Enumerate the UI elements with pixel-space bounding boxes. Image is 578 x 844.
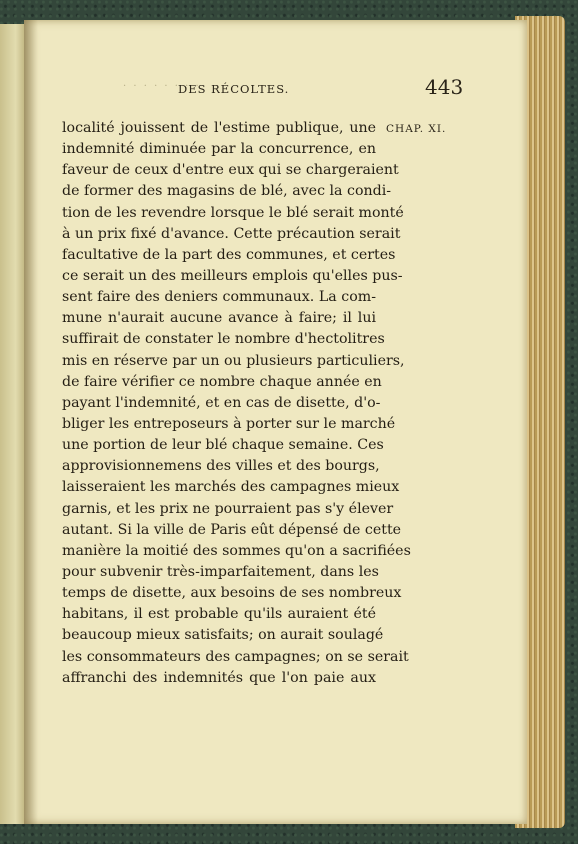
text-line: de faire vérifier ce nombre chaque année en [62, 373, 382, 390]
text-line: ce serait un des meilleurs emplois qu'elles pus- [62, 267, 403, 284]
text-line: facultative de la part des communes, et certes [62, 246, 396, 263]
margin-note: CHAP. XI. [386, 123, 447, 135]
text-line: laisseraient les marchés des campagnes mieux [62, 479, 400, 496]
text-line: une portion de leur blé chaque semaine. Ces [62, 437, 384, 454]
text-line: indemnité diminuée par la concurrence, en [62, 141, 376, 158]
facing-page-edge [0, 24, 26, 824]
text-line: sent faire des deniers communaux. La com- [62, 289, 376, 306]
text-line: payant l'indemnité, et en cas de disette, d'o- [62, 394, 381, 411]
text-line: approvisionnemens des villes et des bourgs, [62, 458, 380, 475]
text-line: de former des magasins de blé, avec la condi- [62, 183, 392, 200]
text-line: habitans, il est probable qu'ils auraient été [62, 606, 376, 623]
text-line: temps de disette, aux besoins de ses nombreux [62, 585, 402, 602]
text-line: bliger les entreposeurs à porter sur le marché [62, 415, 396, 432]
text-line: beaucoup mieux satisfaits; on aurait soulagé [62, 627, 384, 644]
body-text [62, 118, 411, 689]
gutter-shadow [24, 20, 38, 824]
text-line: mune n'aurait aucune avance à faire; il lui [62, 310, 376, 327]
text-line: tion de les revendre lorsque le blé serait monté [62, 204, 404, 221]
text-line: pour subvenir très-imparfaitement, dans les [62, 563, 379, 580]
page-number: 443 [425, 75, 464, 99]
text-line: garnis, et les prix ne pourraient pas s'y élever [62, 500, 394, 517]
text-line: suffirait de constater le nombre d'hectolitres [62, 331, 385, 348]
text-line: autant. Si la ville de Paris eût dépensé de cette [62, 521, 402, 538]
text-line: manière la moitié des sommes qu'on a sacrifiées [62, 542, 411, 559]
text-line: localité jouissent de l'estime publique, une [62, 120, 376, 136]
text-line: affranchi des indemnités que l'on paie aux [62, 669, 376, 686]
running-head: DES RÉCOLTES. [178, 82, 290, 96]
header-ornament: · · · · · · · · [123, 81, 201, 92]
text-line: à un prix fixé d'avance. Cette précaution serait [62, 225, 401, 242]
text-line: les consommateurs des campagnes; on se serait [62, 648, 409, 665]
text-line: faveur de ceux d'entre eux qui se chargeraient [62, 162, 399, 179]
text-line: mis en réserve par un ou plusieurs particuliers, [62, 352, 405, 369]
